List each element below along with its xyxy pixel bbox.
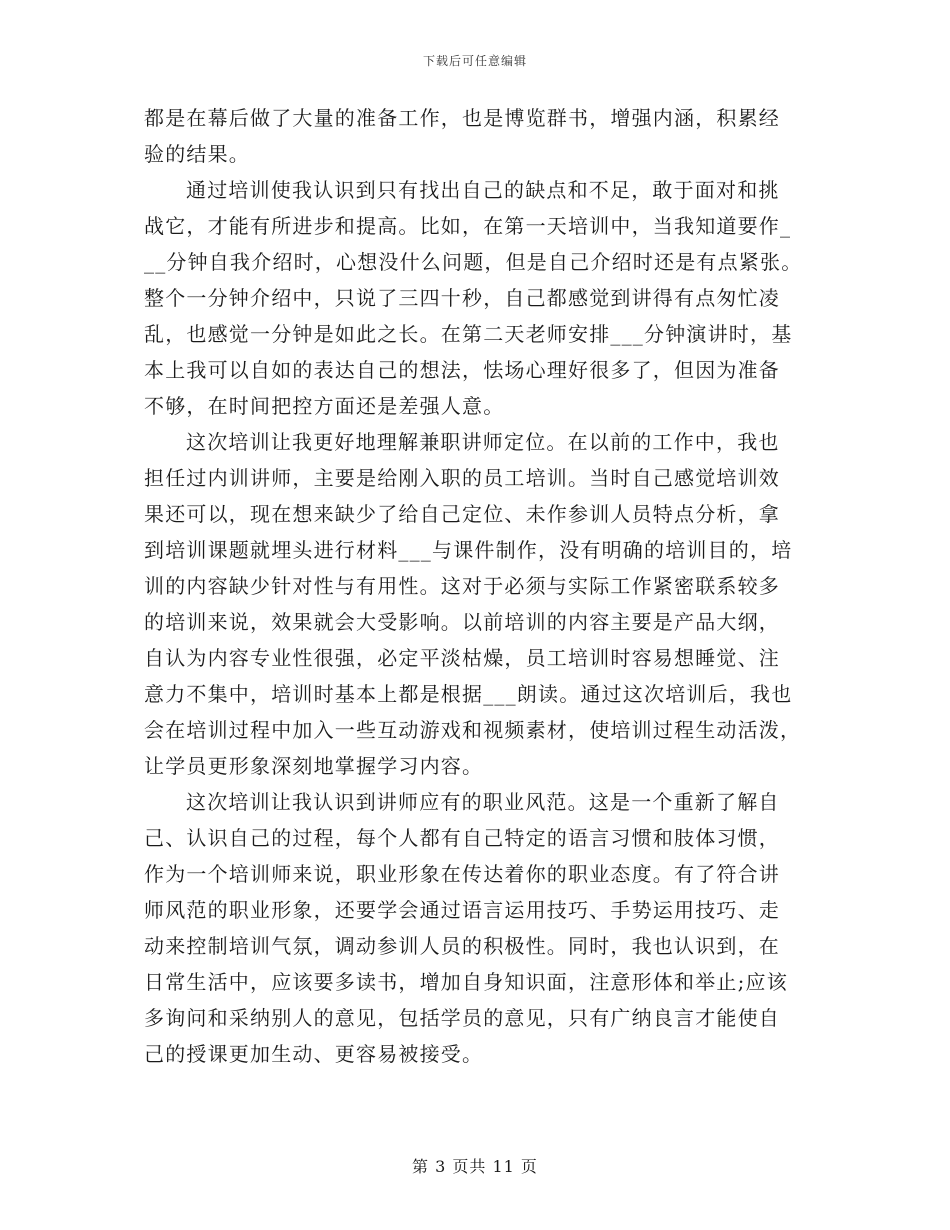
text-line: __分钟自我介绍时，心想没什么问题，但是自己介绍时还是有点紧张。: [144, 250, 803, 274]
text-line: 都是在幕后做了大量的准备工作，也是博览群书，增强内涵，积累经: [144, 106, 780, 130]
text-line: 果还可以，现在想来缺少了给自己定位、未作参训人员特点分析，拿: [144, 502, 780, 526]
text-line: 自认为内容专业性很强，必定平淡枯燥，员工培训时容易想睡觉、注: [144, 646, 780, 670]
text-line: 不够，在时间把控方面还是差强人意。: [144, 394, 505, 418]
page-header-note: 下载后可任意编辑: [422, 54, 527, 68]
text-line: 乱，也感觉一分钟是如此之长。在第二天老师安排___分钟演讲时，基: [144, 322, 793, 346]
text-line: 多询问和采纳别人的意见，包括学员的意见，只有广纳良言才能使自: [144, 1006, 780, 1030]
text-line: 担任过内训讲师，主要是给刚入职的员工培训。当时自己感觉培训效: [144, 466, 780, 490]
text-line: 通过培训使我认识到只有找出自己的缺点和不足，敢于面对和挑: [186, 178, 780, 202]
text-line: 动来控制培训气氛，调动参训人员的积极性。同时，我也认识到，在: [144, 934, 780, 958]
text-line: 验的结果。: [144, 142, 250, 166]
text-line: 的培训来说，效果就会大受影响。以前培训的内容主要是产品大纲，: [144, 610, 780, 634]
page-number-footer: 第 3 页共 11 页: [412, 1157, 538, 1176]
text-line: 师风范的职业形象，还要学会通过语言运用技巧、手势运用技巧、走: [144, 898, 780, 922]
text-line: 意力不集中，培训时基本上都是根据___朗读。通过这次培训后，我也: [144, 682, 793, 706]
text-line: 这次培训让我认识到讲师应有的职业风范。这是一个重新了解自: [186, 790, 780, 814]
text-line: 本上我可以自如的表达自己的想法，怯场心理好很多了，但因为准备: [144, 358, 780, 382]
text-line: 到培训课题就埋头进行材料___与课件制作，没有明确的培训目的，培: [144, 538, 793, 562]
text-line: 作为一个培训师来说，职业形象在传达着你的职业态度。有了符合讲: [144, 862, 780, 886]
text-line: 训的内容缺少针对性与有用性。这对于必须与实际工作紧密联系较多: [144, 574, 780, 598]
text-line: 整个一分钟介绍中，只说了三四十秒，自己都感觉到讲得有点匆忙凌: [144, 286, 780, 310]
document-body: [144, 100, 809, 1072]
text-line: 己的授课更加生动、更容易被接受。: [144, 1042, 484, 1066]
text-line: 会在培训过程中加入一些互动游戏和视频素材，使培训过程生动活泼，: [144, 718, 802, 742]
text-line: 战它，才能有所进步和提高。比如，在第一天培训中，当我知道要作_: [144, 214, 792, 238]
text-line: 日常生活中，应该要多读书，增加自身知识面，注意形体和举止;应该: [144, 970, 788, 994]
text-line: 让学员更形象深刻地掌握学习内容。: [144, 754, 484, 778]
text-line: 这次培训让我更好地理解兼职讲师定位。在以前的工作中，我也: [186, 430, 780, 454]
text-line: 己、认识自己的过程，每个人都有自己特定的语言习惯和肢体习惯，: [144, 826, 780, 850]
